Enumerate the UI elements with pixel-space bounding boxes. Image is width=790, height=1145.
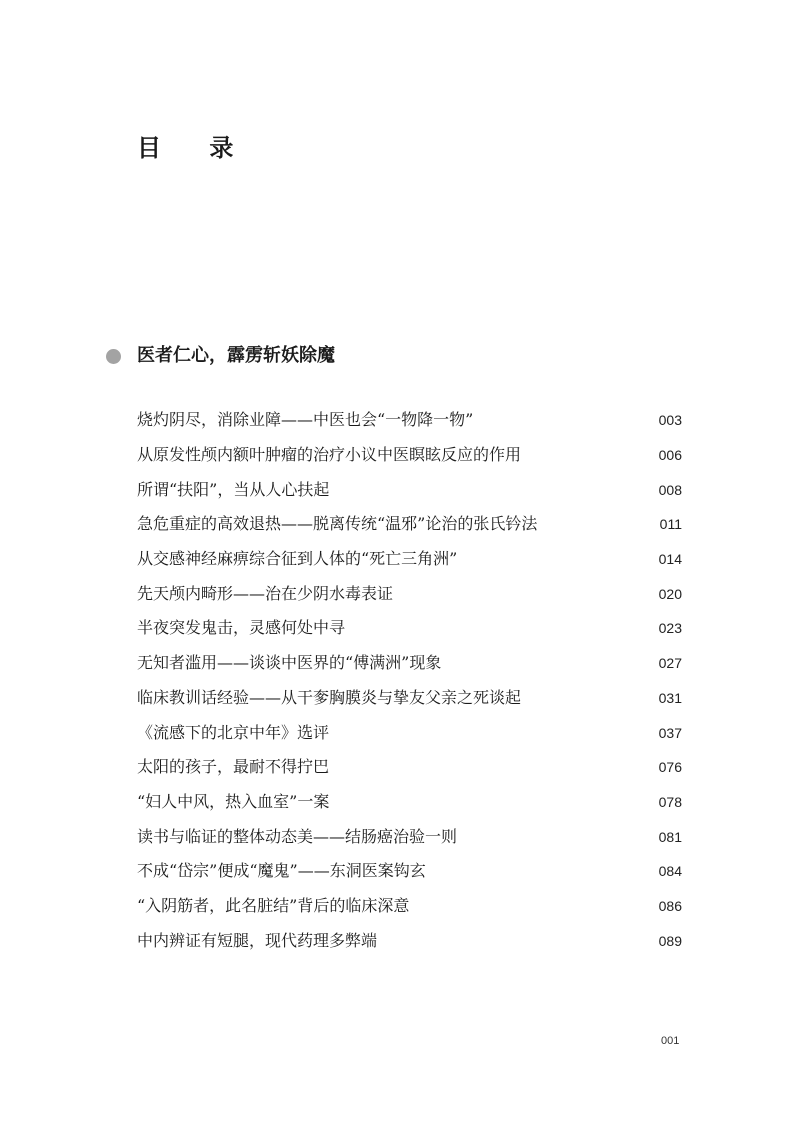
toc-entry-title: 先天颅内畸形——治在少阴水毒表证: [137, 583, 394, 603]
page-title: 目 录: [137, 133, 254, 162]
toc-entry[interactable]: [137, 611, 682, 646]
toc-entry[interactable]: [137, 507, 682, 542]
toc-entry[interactable]: [137, 923, 682, 958]
circle-bullet-icon: [106, 349, 121, 364]
toc-entry-title: 从交感神经麻痹综合征到人体的“死亡三角洲”: [137, 549, 458, 569]
toc-entry[interactable]: [137, 542, 682, 577]
toc-entry-title: 从原发性颅内额叶肿瘤的治疗小议中医瞑眩反应的作用: [137, 445, 522, 465]
toc-entry-page: 078: [658, 793, 682, 810]
toc-entry[interactable]: [137, 646, 682, 681]
toc-entry-page: 027: [658, 655, 682, 672]
toc-entry-page: 081: [658, 828, 682, 845]
toc-entry-title: 半夜突发鬼击，灵感何处中寻: [137, 618, 346, 638]
toc-entry-title: “妇人中风，热入血室”一案: [137, 791, 330, 811]
section-title: 医者仁心，霹雳斩妖除魔: [137, 345, 335, 366]
toc-entry-title: 不成“岱宗”便成“魔鬼”——东洞医案钩玄: [137, 861, 426, 881]
toc-entry[interactable]: [137, 681, 682, 716]
toc-entry[interactable]: [137, 576, 682, 611]
toc-entry-page: 020: [658, 585, 682, 602]
toc-entry-title: 所谓“扶阳”，当从人心扶起: [137, 479, 330, 499]
toc-entry-title: “入阴筋者，此名脏结”背后的临床深意: [137, 895, 410, 915]
toc-entry-page: 014: [658, 551, 682, 568]
toc-entry[interactable]: [137, 472, 682, 507]
toc-entry[interactable]: [137, 438, 682, 473]
toc-entry-title: 临床教训话经验——从干奓胸膜炎与挚友父亲之死谈起: [137, 687, 522, 707]
toc-entry-title: 《流感下的北京中年》选评: [137, 722, 330, 742]
toc-entry-title: 读书与临证的整体动态美——结肠癌治验一则: [137, 826, 458, 846]
toc-entry-title: 太阳的孩子，最耐不得拧巴: [137, 757, 330, 777]
toc-entry-page: 006: [658, 447, 682, 464]
toc-entry[interactable]: [137, 889, 682, 924]
toc-entry-title: 中内辨证有短腿，现代药理多弊端: [137, 930, 378, 950]
toc-entry-page: 023: [658, 620, 682, 637]
toc-entry[interactable]: [137, 819, 682, 854]
toc-entry[interactable]: [137, 403, 682, 438]
toc-entry-page: 011: [659, 516, 682, 533]
toc-entry-page: 084: [658, 863, 682, 880]
toc-entry-page: 089: [658, 932, 682, 949]
toc-entry-page: 003: [658, 412, 682, 429]
toc-list: [137, 403, 682, 958]
toc-entry[interactable]: [137, 785, 682, 820]
section-heading: [106, 341, 335, 371]
toc-entry-page: 076: [658, 759, 682, 776]
toc-entry-title: 急危重症的高效退热——脱离传统“温邪”论治的张氏钤法: [137, 514, 538, 534]
toc-entry-page: 031: [658, 689, 682, 706]
toc-entry-page: 037: [658, 724, 682, 741]
toc-entry-page: 008: [658, 481, 682, 498]
toc-entry-title: 无知者滥用——谈谈中医界的“傅满洲”现象: [137, 653, 442, 673]
toc-entry-title: 烧灼阴尽，消除业障——中医也会“一物降一物”: [137, 410, 474, 430]
toc-entry[interactable]: [137, 750, 682, 785]
toc-entry-page: 086: [658, 897, 682, 914]
toc-entry[interactable]: [137, 854, 682, 889]
toc-entry[interactable]: [137, 715, 682, 750]
page-number: 001: [661, 1035, 680, 1047]
